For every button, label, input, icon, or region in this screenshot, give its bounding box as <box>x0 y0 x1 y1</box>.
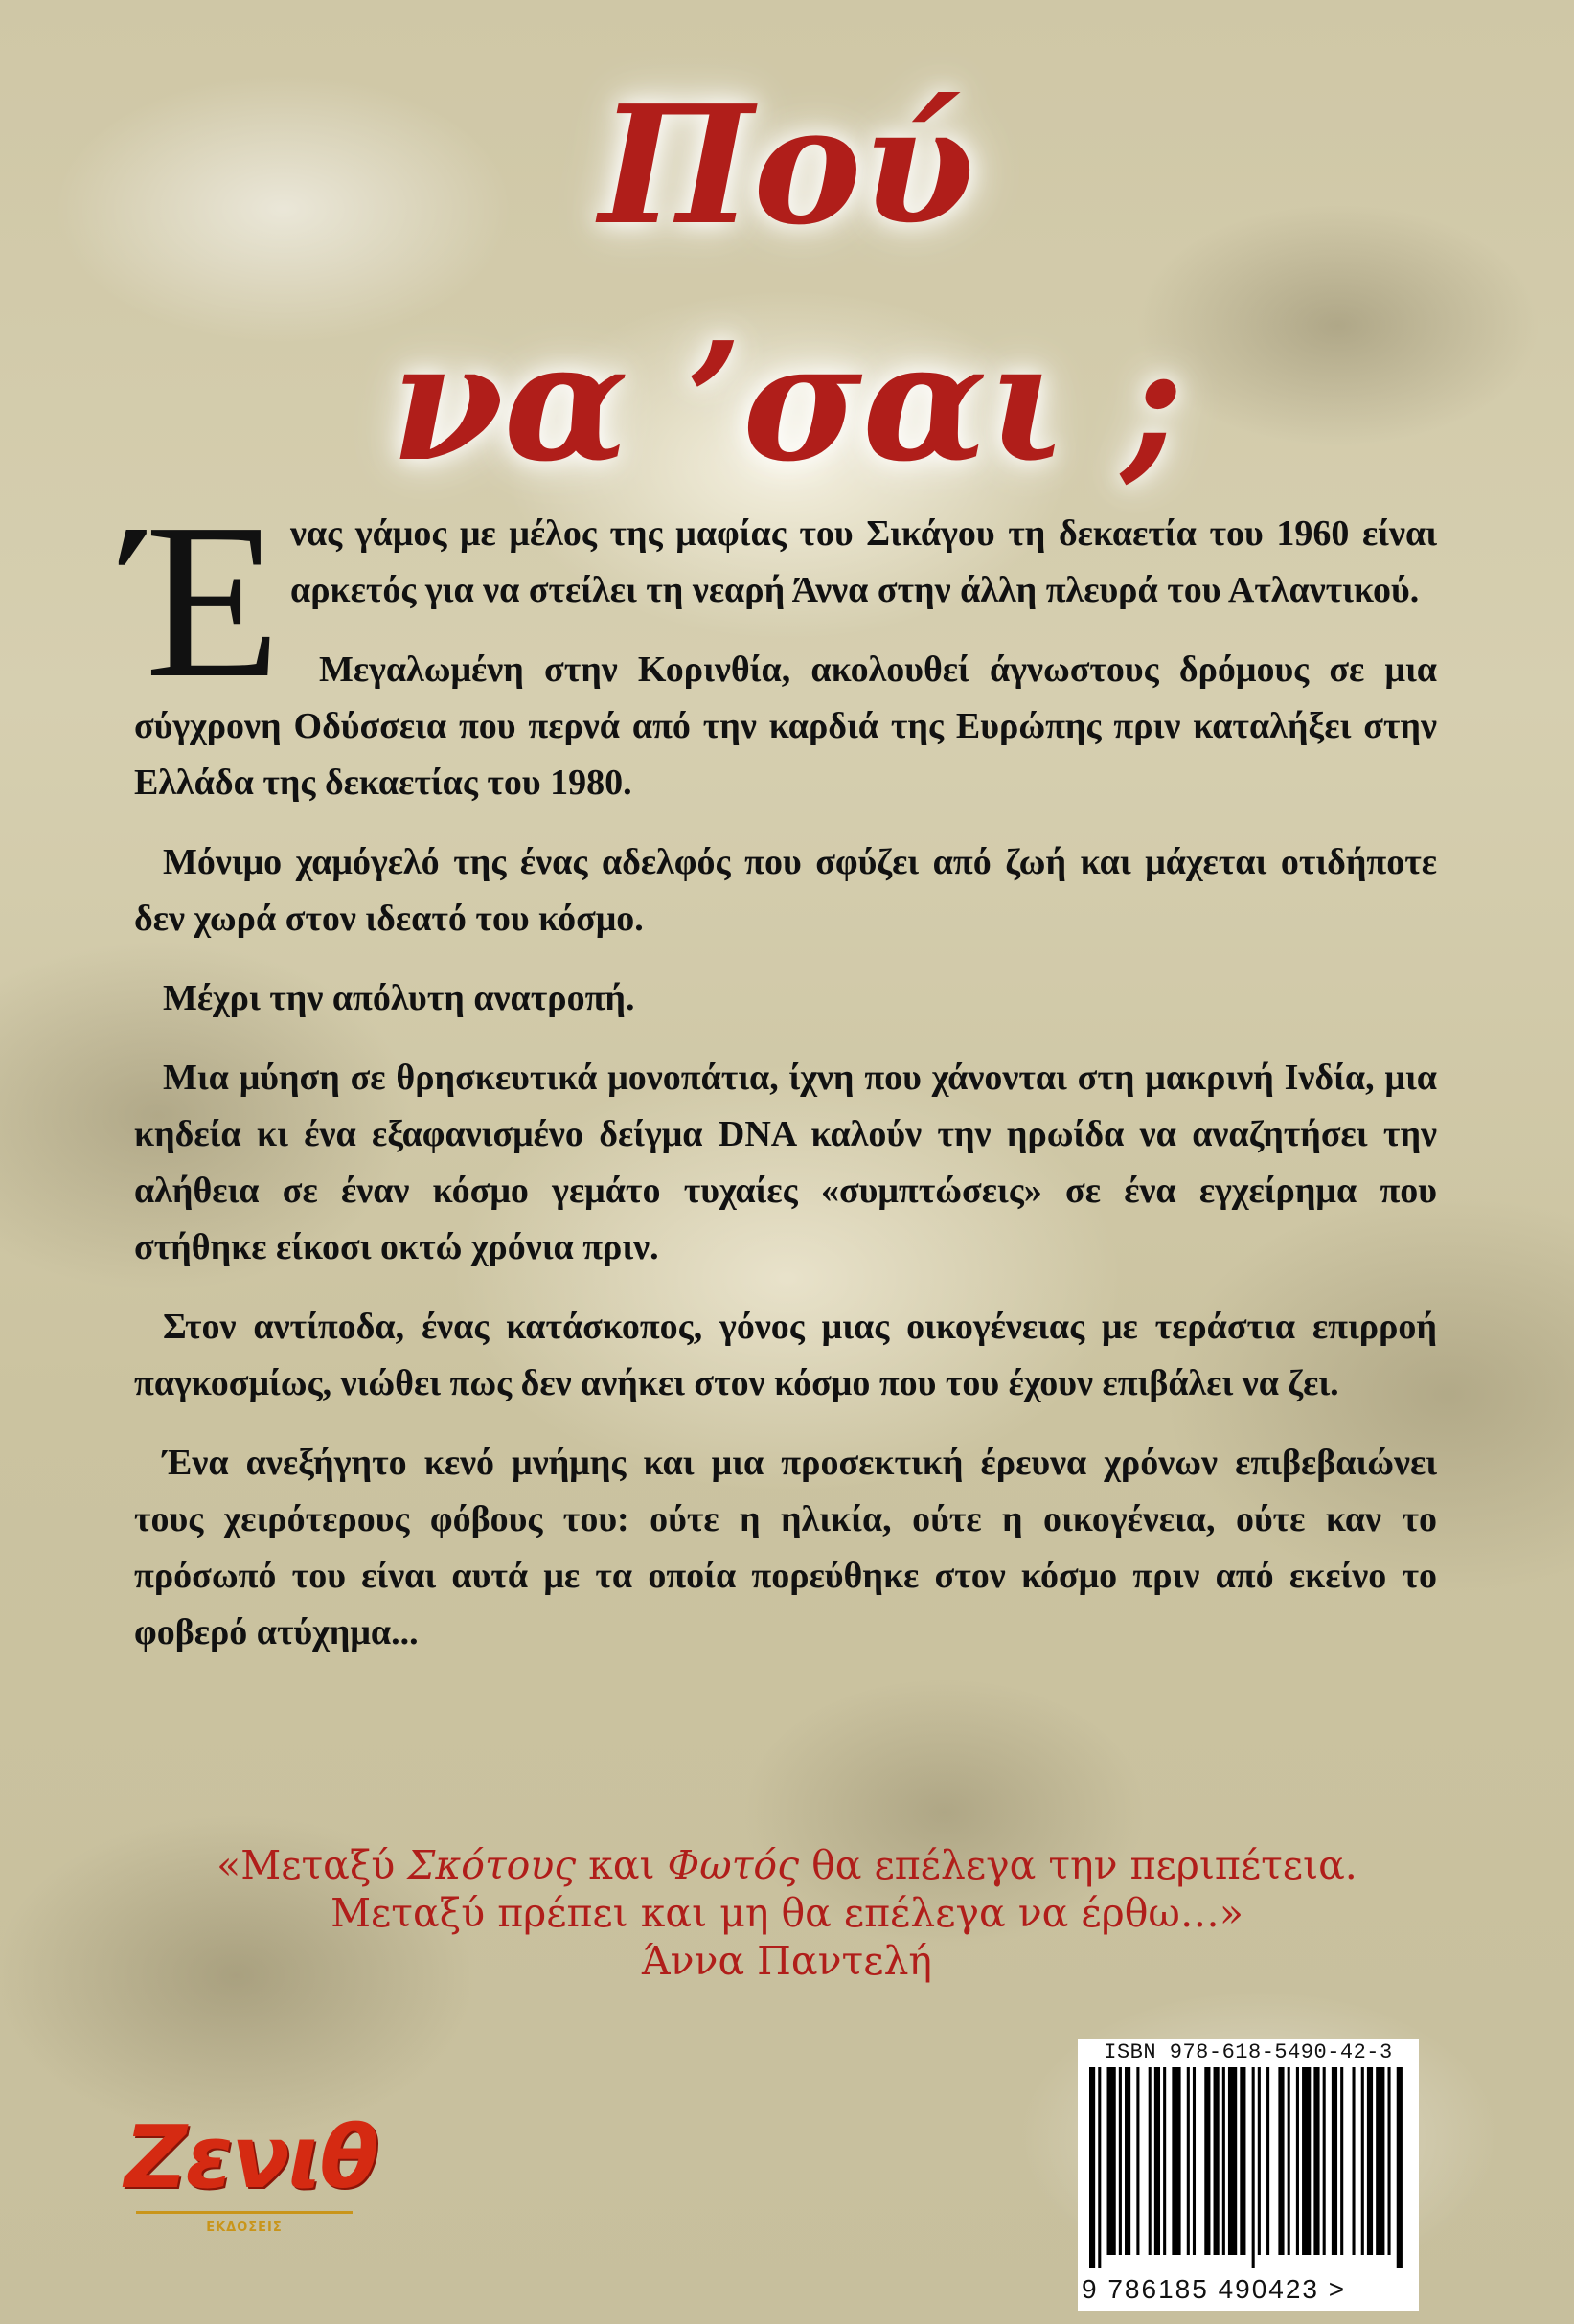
quote-text: «Μεταξύ <box>217 1842 408 1888</box>
quote-text: θα επέλεγα την περιπέτεια. <box>799 1842 1357 1888</box>
barcode-bar <box>1187 2067 1190 2255</box>
barcode-bar <box>1125 2067 1130 2255</box>
barcode-digits: 9 786185 490423 > <box>1082 2274 1347 2304</box>
barcode-bar <box>1089 2067 1095 2268</box>
publisher-name: Ζενιθ <box>125 2108 377 2208</box>
blurb-paragraph-2: Μεγαλωμένη στην Κορινθία, ακολουθεί άγνωστους δρόμους σε μια σύγχρονη Οδύσσεια που περνά από την καρδιά της Ευρώπης πριν καταλήξει στην Ελλάδα της δεκαετίας του 1980. <box>134 649 1437 803</box>
blurb-paragraph-5: Μια μύηση σε θρησκευτικά μονοπάτια, ίχνη που χάνονται στη μακρινή Ινδία, μια κηδεία κι ένα εξαφανισμένο δείγμα DNA καλούν την ηρωίδα να αναζητήσει την αλήθεια σε έναν κόσμο γεμάτο τυχαίες «συμπτώσεις» σε ένα εγχείρημα που στήθηκε είκοσι οκτώ χρόνια πριν. <box>134 1058 1437 1267</box>
barcode-bar <box>1376 2067 1384 2255</box>
barcode-bar <box>1172 2067 1180 2255</box>
publisher-sub: ΕΚΔΟΣΕΙΣ <box>206 2221 283 2235</box>
blurb <box>126 478 1437 1684</box>
barcode-bar <box>1214 2067 1220 2255</box>
barcode-bar <box>1228 2067 1237 2255</box>
barcode-bar <box>1163 2067 1166 2255</box>
isbn-barcode <box>1078 2039 1419 2311</box>
barcode-bar <box>1154 2067 1160 2255</box>
blurb-paragraph-7: Ένα ανεξήγητο κενό μνήμης και μια προσεκτική έρευνα χρόνων επιβεβαιώνει τους χειρότερους φόβους του: ούτε η ηλικία, ούτε η οικογένεια, ούτε καν το πρόσωπό του είναι αυτά με τα οποία πορεύθηκε στον κόσμο πριν από εκείνο το φοβερό ατύχημα... <box>134 1443 1437 1652</box>
barcode-bar <box>1107 2067 1116 2255</box>
blurb-paragraph-6: Στον αντίποδα, ένας κατάσκοπος, γόνος μιας οικογένειας με τεράστια επιρροή παγκοσμίως, νιώθει πως δεν ανήκει στον κόσμο που του έχουν επιβάλει να ζει. <box>134 1307 1437 1403</box>
barcode-bar <box>1288 2067 1290 2255</box>
barcode-bar <box>1240 2067 1245 2255</box>
barcode-bars <box>1089 2067 1405 2268</box>
title-line-2: να ’σαι ; <box>390 307 1184 498</box>
barcode-bar <box>1387 2067 1390 2255</box>
quote-text: και <box>576 1842 668 1888</box>
barcode-bar <box>1222 2067 1225 2255</box>
barcode-bar <box>1136 2067 1139 2255</box>
barcode-bar <box>1119 2067 1122 2255</box>
barcode-bar <box>1252 2067 1255 2268</box>
barcode-bar <box>1367 2067 1373 2255</box>
barcode-bar <box>1278 2067 1284 2255</box>
blurb-paragraph-1 <box>126 478 1437 724</box>
quote-emphasis-darkness: Σκότους <box>407 1842 577 1888</box>
barcode-bar <box>1397 2067 1403 2268</box>
barcode-bar <box>1302 2067 1311 2255</box>
barcode-bar <box>1296 2067 1299 2255</box>
title-line-1: Πού <box>599 70 975 262</box>
blurb-paragraph-3: Μόνιμο χαμόγελό της ένας αδελφός που σφύζει από ζωή και μάχεται οτιδήποτε δεν χωρά στον ιδεατό του κόσμο. <box>134 842 1437 939</box>
isbn-label: ISBN 978-618-5490-42-3 <box>1104 2040 1393 2064</box>
blurb-paragraph-4: Μέχρι την απόλυτη ανατροπή. <box>163 978 635 1018</box>
barcode-bar <box>1361 2067 1364 2255</box>
barcode-bar <box>1313 2067 1319 2255</box>
drop-cap: Έ <box>126 478 281 724</box>
barcode-bar <box>1266 2067 1269 2255</box>
author-quote <box>0 1841 1574 1985</box>
barcode-bar <box>1352 2067 1355 2255</box>
barcode-bar <box>1193 2067 1196 2255</box>
barcode-bar <box>1149 2067 1152 2255</box>
barcode-bar <box>1098 2067 1101 2268</box>
barcode-bar <box>1332 2067 1337 2255</box>
barcode-bar <box>1323 2067 1326 2255</box>
barcode-bar <box>1258 2067 1261 2255</box>
paragraph-text: νας γάμος με μέλος της μαφίας του Σικάγου τη δεκαετία του 1960 είναι αρκετός για να στείλει τη νεαρή Άννα στην άλλη πλευρά του Ατλαντικού. <box>289 513 1437 610</box>
logo-underline <box>136 2211 353 2214</box>
quote-author: Άννα Παντελή <box>641 1938 932 1984</box>
quote-line-1 <box>0 1841 1574 1889</box>
barcode-bar <box>1340 2067 1343 2255</box>
quote-emphasis-light: Φωτός <box>667 1842 800 1888</box>
quote-line-2: Μεταξύ πρέπει και μη θα επέλεγα να έρθω…» <box>331 1890 1243 1936</box>
barcode-bar <box>1204 2067 1210 2255</box>
publisher-logo <box>125 2108 412 2270</box>
